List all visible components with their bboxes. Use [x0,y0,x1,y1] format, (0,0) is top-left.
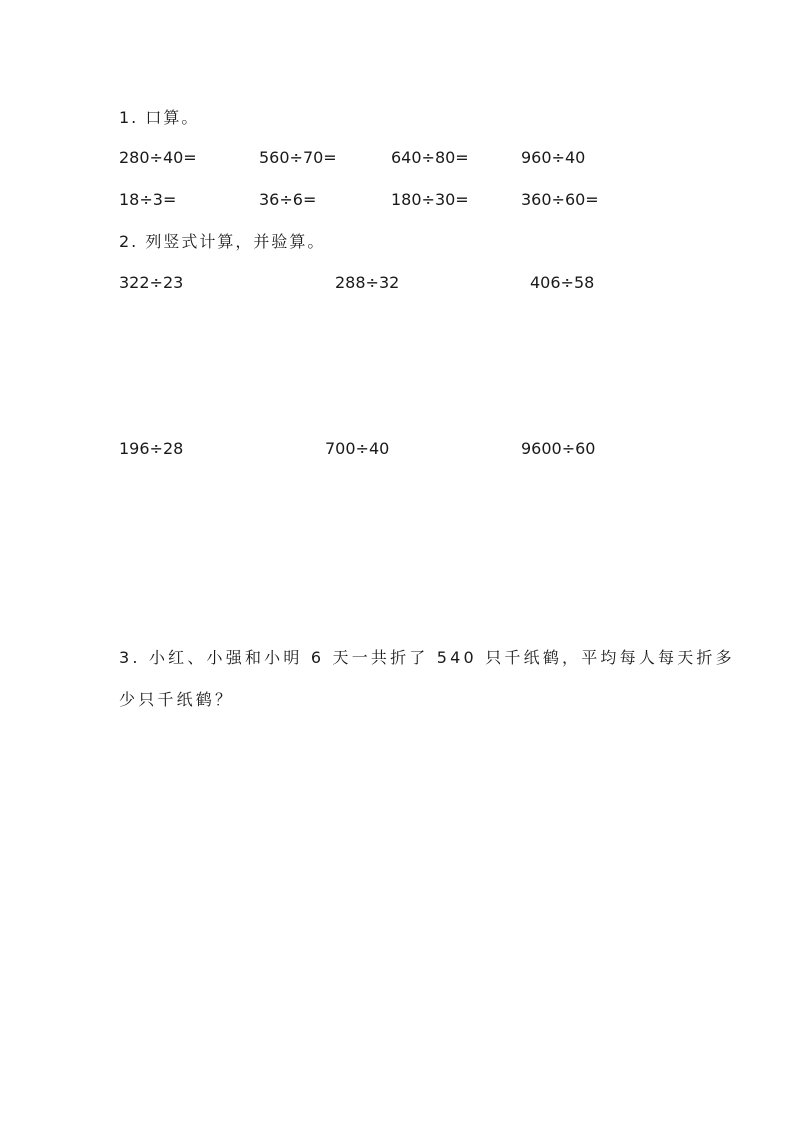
oral-calc-item: 36÷6= [259,190,317,209]
word-problem-line-2: 少只千纸鹤？ [119,690,235,709]
vertical-calc-item: 288÷32 [335,273,400,292]
section-1-title: 1. 口算。 [119,108,200,127]
vertical-calc-item: 9600÷60 [521,439,596,458]
oral-calc-item: 560÷70= [259,148,337,167]
vertical-calc-item: 700÷40 [325,439,390,458]
oral-calc-item: 960÷40 [521,148,586,167]
vertical-calc-item: 406÷58 [530,273,595,292]
section-2-title: 2. 列竖式计算，并验算。 [119,232,326,251]
word-problem-line-1: 3. 小红、小强和小明 6 天一共折了 540 只千纸鹤，平均每人每天折多 [119,648,735,667]
oral-calc-item: 640÷80= [391,148,469,167]
vertical-calc-item: 196÷28 [119,439,184,458]
oral-calc-item: 360÷60= [521,190,599,209]
oral-calc-item: 18÷3= [119,190,177,209]
vertical-calc-item: 322÷23 [119,273,184,292]
oral-calc-item: 280÷40= [119,148,197,167]
oral-calc-item: 180÷30= [391,190,469,209]
